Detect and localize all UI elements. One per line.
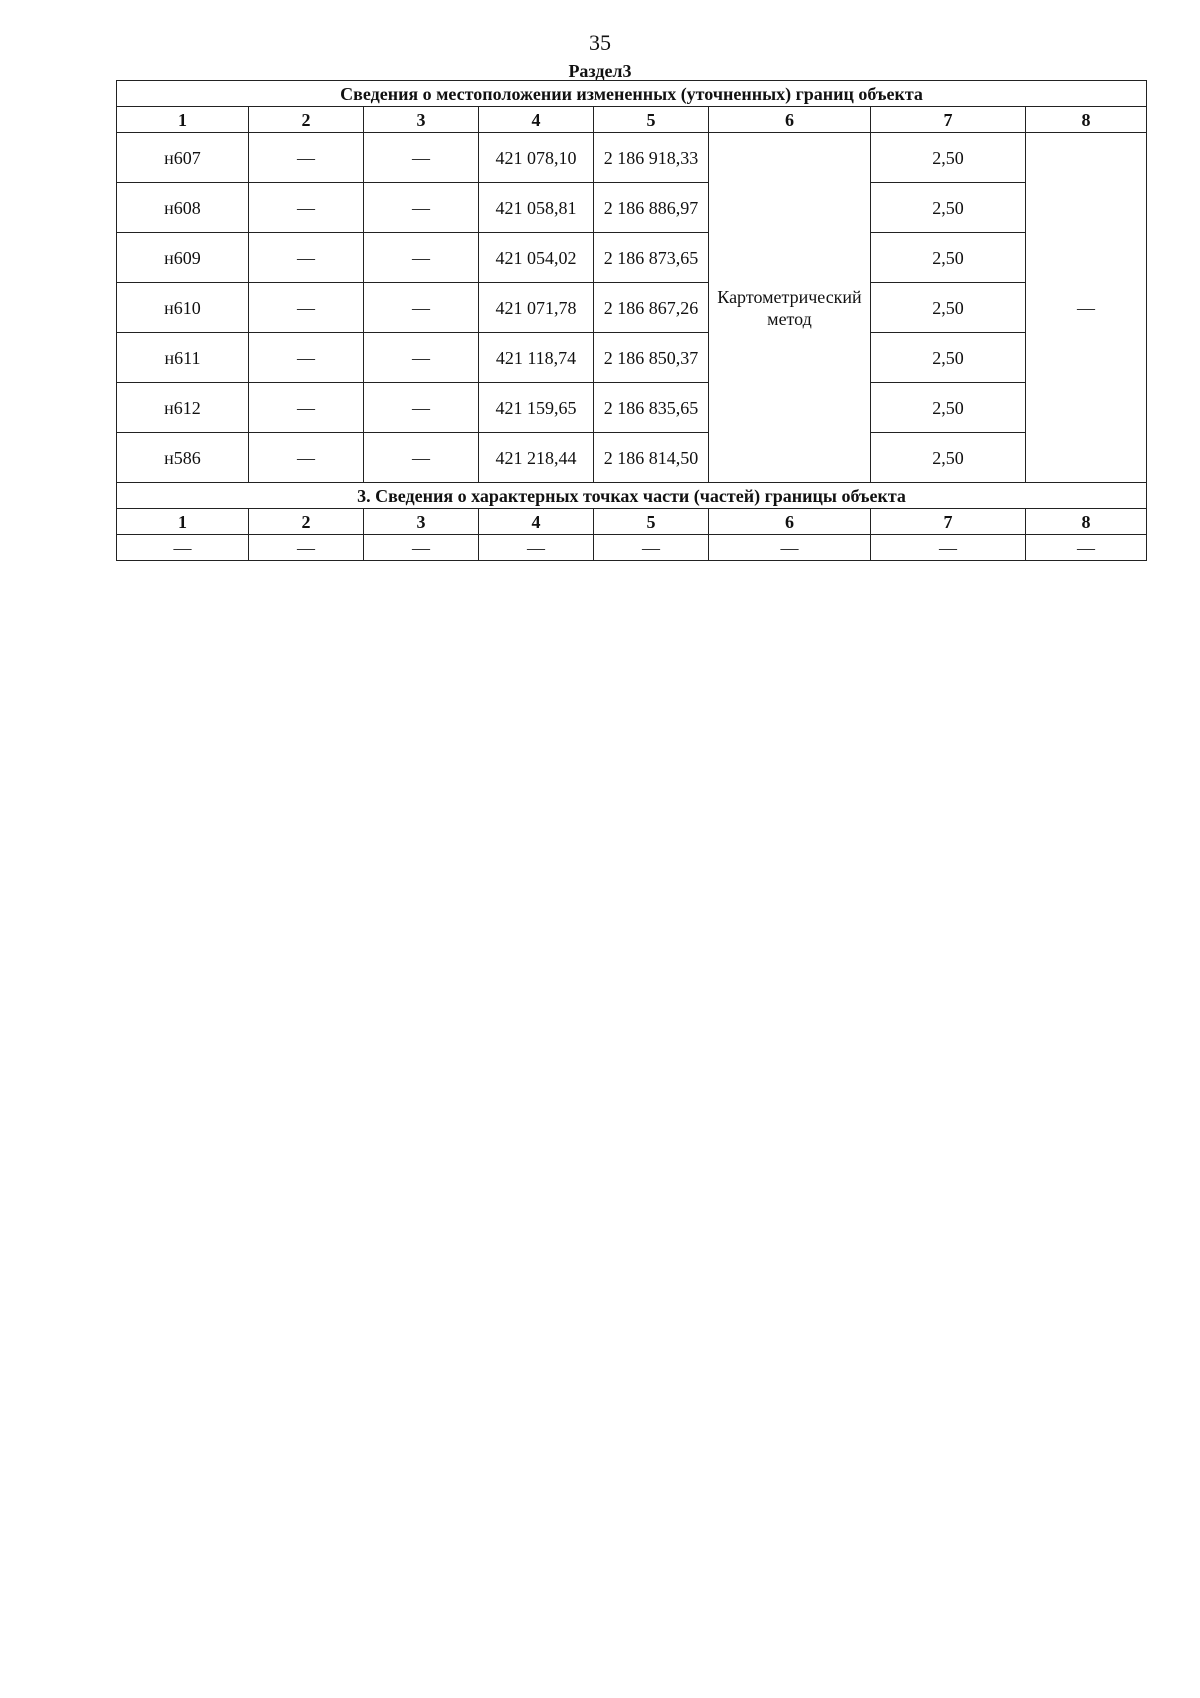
empty-cell: — <box>117 535 249 561</box>
cell-col3: — <box>364 133 479 183</box>
column-header: 1 <box>117 107 249 133</box>
coord-y: 2 186 873,65 <box>594 233 709 283</box>
column-header: 3 <box>364 107 479 133</box>
coord-x: 421 118,74 <box>479 333 594 383</box>
empty-cell: — <box>709 535 871 561</box>
point-id: н586 <box>117 433 249 483</box>
table2-column-header-row <box>117 509 1147 535</box>
cell-col2: — <box>249 433 364 483</box>
table2-caption-row <box>117 483 1147 509</box>
cell-col2: — <box>249 233 364 283</box>
cell-col2: — <box>249 283 364 333</box>
coord-x: 421 159,65 <box>479 383 594 433</box>
coord-x: 421 218,44 <box>479 433 594 483</box>
coord-y: 2 186 867,26 <box>594 283 709 333</box>
table-row <box>117 433 1147 483</box>
table-row <box>117 383 1147 433</box>
point-id: н610 <box>117 283 249 333</box>
cell-col2: — <box>249 133 364 183</box>
column-header: 6 <box>709 509 871 535</box>
method-cell: Картометрический метод <box>709 133 871 483</box>
accuracy: 2,50 <box>871 433 1026 483</box>
accuracy: 2,50 <box>871 283 1026 333</box>
accuracy: 2,50 <box>871 133 1026 183</box>
column-header: 2 <box>249 107 364 133</box>
cell-col3: — <box>364 233 479 283</box>
column8-cell: — <box>1026 133 1147 483</box>
column-header: 6 <box>709 107 871 133</box>
cell-col3: — <box>364 333 479 383</box>
cell-col3: — <box>364 283 479 333</box>
column-header: 8 <box>1026 509 1147 535</box>
coord-x: 421 054,02 <box>479 233 594 283</box>
table-row <box>117 333 1147 383</box>
accuracy: 2,50 <box>871 233 1026 283</box>
empty-cell: — <box>249 535 364 561</box>
cell-col3: — <box>364 183 479 233</box>
column-header: 8 <box>1026 107 1147 133</box>
column-header: 4 <box>479 107 594 133</box>
empty-cell: — <box>1026 535 1147 561</box>
empty-cell: — <box>364 535 479 561</box>
column-header: 5 <box>594 107 709 133</box>
table2-caption: 3. Сведения о характерных точках части (частей) границы объекта <box>117 483 1147 509</box>
empty-cell: — <box>871 535 1026 561</box>
table-row <box>117 183 1147 233</box>
column-header: 5 <box>594 509 709 535</box>
column-header: 3 <box>364 509 479 535</box>
empty-cell: — <box>594 535 709 561</box>
accuracy: 2,50 <box>871 333 1026 383</box>
table-row <box>117 133 1147 183</box>
column-header: 7 <box>871 509 1026 535</box>
section-title: Раздел3 <box>568 61 632 81</box>
coord-y: 2 186 835,65 <box>594 383 709 433</box>
coord-x: 421 071,78 <box>479 283 594 333</box>
column-header: 1 <box>117 509 249 535</box>
point-id: н608 <box>117 183 249 233</box>
accuracy: 2,50 <box>871 183 1026 233</box>
table1-caption: Сведения о местоположении измененных (уточненных) границ объекта <box>117 81 1147 107</box>
cell-col2: — <box>249 333 364 383</box>
table1-column-header-row <box>117 107 1147 133</box>
coord-y: 2 186 886,97 <box>594 183 709 233</box>
table1-caption-row <box>117 81 1147 107</box>
cell-col2: — <box>249 183 364 233</box>
empty-cell: — <box>479 535 594 561</box>
coord-y: 2 186 814,50 <box>594 433 709 483</box>
column-header: 2 <box>249 509 364 535</box>
coord-x: 421 078,10 <box>479 133 594 183</box>
point-id: н607 <box>117 133 249 183</box>
cell-col2: — <box>249 383 364 433</box>
cell-col3: — <box>364 383 479 433</box>
column-header: 7 <box>871 107 1026 133</box>
table-row <box>117 233 1147 283</box>
coord-x: 421 058,81 <box>479 183 594 233</box>
table-row <box>117 535 1147 561</box>
point-id: н609 <box>117 233 249 283</box>
table-row <box>117 283 1147 333</box>
page-number: 35 <box>589 30 611 55</box>
boundary-table <box>116 80 1147 561</box>
column-header: 4 <box>479 509 594 535</box>
coord-y: 2 186 850,37 <box>594 333 709 383</box>
accuracy: 2,50 <box>871 383 1026 433</box>
coord-y: 2 186 918,33 <box>594 133 709 183</box>
point-id: н612 <box>117 383 249 433</box>
point-id: н611 <box>117 333 249 383</box>
cell-col3: — <box>364 433 479 483</box>
